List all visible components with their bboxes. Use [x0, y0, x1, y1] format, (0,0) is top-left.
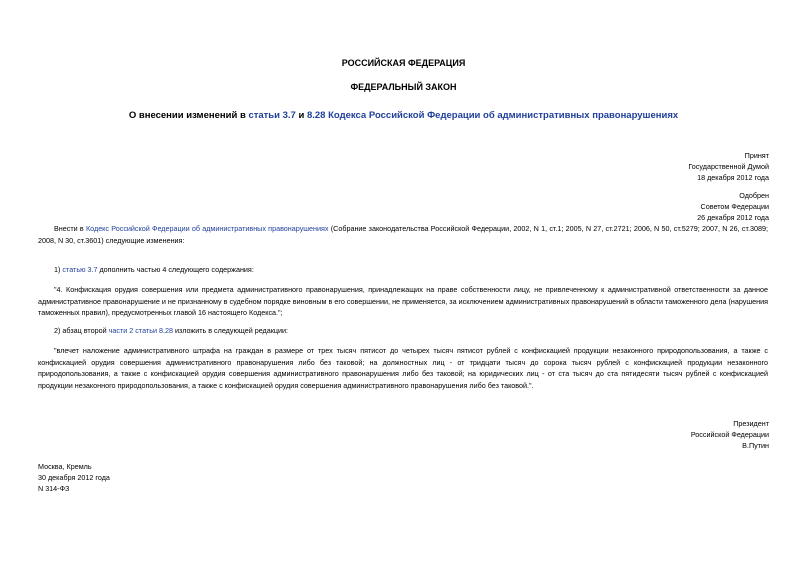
p2-text-pre: 1): [54, 265, 63, 274]
approval-line-2: Советом Федерации: [700, 202, 769, 211]
p4-link-article-8-28[interactable]: части 2 статьи 8.28: [108, 326, 173, 335]
title-text-mid: и: [295, 110, 307, 121]
law-title: [0, 110, 807, 121]
paragraph-intro: [38, 223, 768, 246]
p4-text-post: изложить в следующей редакции:: [172, 326, 289, 335]
p4-text-pre: 2) абзац второй: [54, 326, 109, 335]
date-line: 30 декабря 2012 года: [38, 473, 110, 482]
paragraph-new-wording: "влечет наложение административного штрафа на граждан в размере от трех тысяч пятисот до четырех тысяч пятисот рублей с конфискацией продукции незаконного природопользования, а также с конфискацией орудия совершения административного правонарушения либо без таковой; на должностных лиц - от тридцати тысяч до сорока тысяч рублей с конфискацией продукции незаконного природопользования, а также с конфискацией орудия совершения административного правонарушения либо без таковой; на юридических лиц - от ста тысяч до ста пятидесяти тысяч рублей с конфискацией продукции незаконного природопользования, а также с конфискацией орудия совершения административного правонарушения либо без таковой.".: [38, 346, 768, 390]
signature-line-3: В.Путин: [742, 441, 769, 450]
document-type-heading: ФЕДЕРАЛЬНЫЙ ЗАКОН: [350, 82, 457, 92]
signature-line-1: Президент: [733, 419, 769, 428]
p1-text-pre: Внести в: [54, 224, 86, 233]
signature-line-2: Российской Федерации: [690, 430, 769, 439]
title-text-pre: О внесении изменений в: [128, 110, 249, 121]
title-link-article-8-28[interactable]: 8.28: [306, 110, 326, 121]
title-link-code[interactable]: Кодекса Российской Федерации об административных правонарушениях: [325, 110, 679, 121]
country-heading: РОССИЙСКАЯ ФЕДЕРАЦИЯ: [341, 58, 466, 68]
law-number-line: N 314-ФЗ: [38, 484, 70, 493]
p2-link-article-3-7[interactable]: статью 3.7: [62, 265, 98, 274]
place-date-block: [38, 461, 110, 494]
adoption-block: [688, 150, 769, 183]
approval-line-1: Одобрен: [739, 191, 769, 200]
place-line: Москва, Кремль: [38, 462, 92, 471]
p1-text-post: (Собрание законодательства Российской Федерации, 2002, N 1, ст.1; 2005, N 27, ст.2721; 2006, N 50, ст.5279; 2007, N 26, ст.3089; 2008, N 30, ст.3601) следующие изменения:: [38, 224, 768, 245]
p2-text-post: дополнить частью 4 следующего содержания:: [97, 265, 254, 274]
paragraph-part-4-text: "4. Конфискация орудия совершения или предмета административного правонарушения, принадлежащих на праве собственности лицу, не привлеченному к административной ответственности за данное административное правонарушение и не признанному в судебном порядке виновным в его совершении, не применяется, за исключением административных правонарушений в области таможенного дела (нарушения таможенных правил), предусмотренных главой 16 настоящего Кодекса.";: [38, 285, 768, 317]
adoption-line-1: Принят: [744, 151, 769, 160]
signature-block: [691, 418, 769, 451]
paragraph-item-2: [38, 325, 768, 337]
title-link-article-3-7[interactable]: статьи 3.7: [248, 110, 296, 121]
adoption-line-3: 18 декабря 2012 года: [697, 173, 769, 182]
approval-line-3: 26 декабря 2012 года: [697, 213, 769, 222]
adoption-line-2: Государственной Думой: [688, 162, 769, 171]
approval-block: [697, 190, 769, 223]
p1-link-code[interactable]: Кодекс Российской Федерации об административных правонарушениях: [85, 224, 329, 233]
paragraph-item-1: [38, 264, 768, 276]
